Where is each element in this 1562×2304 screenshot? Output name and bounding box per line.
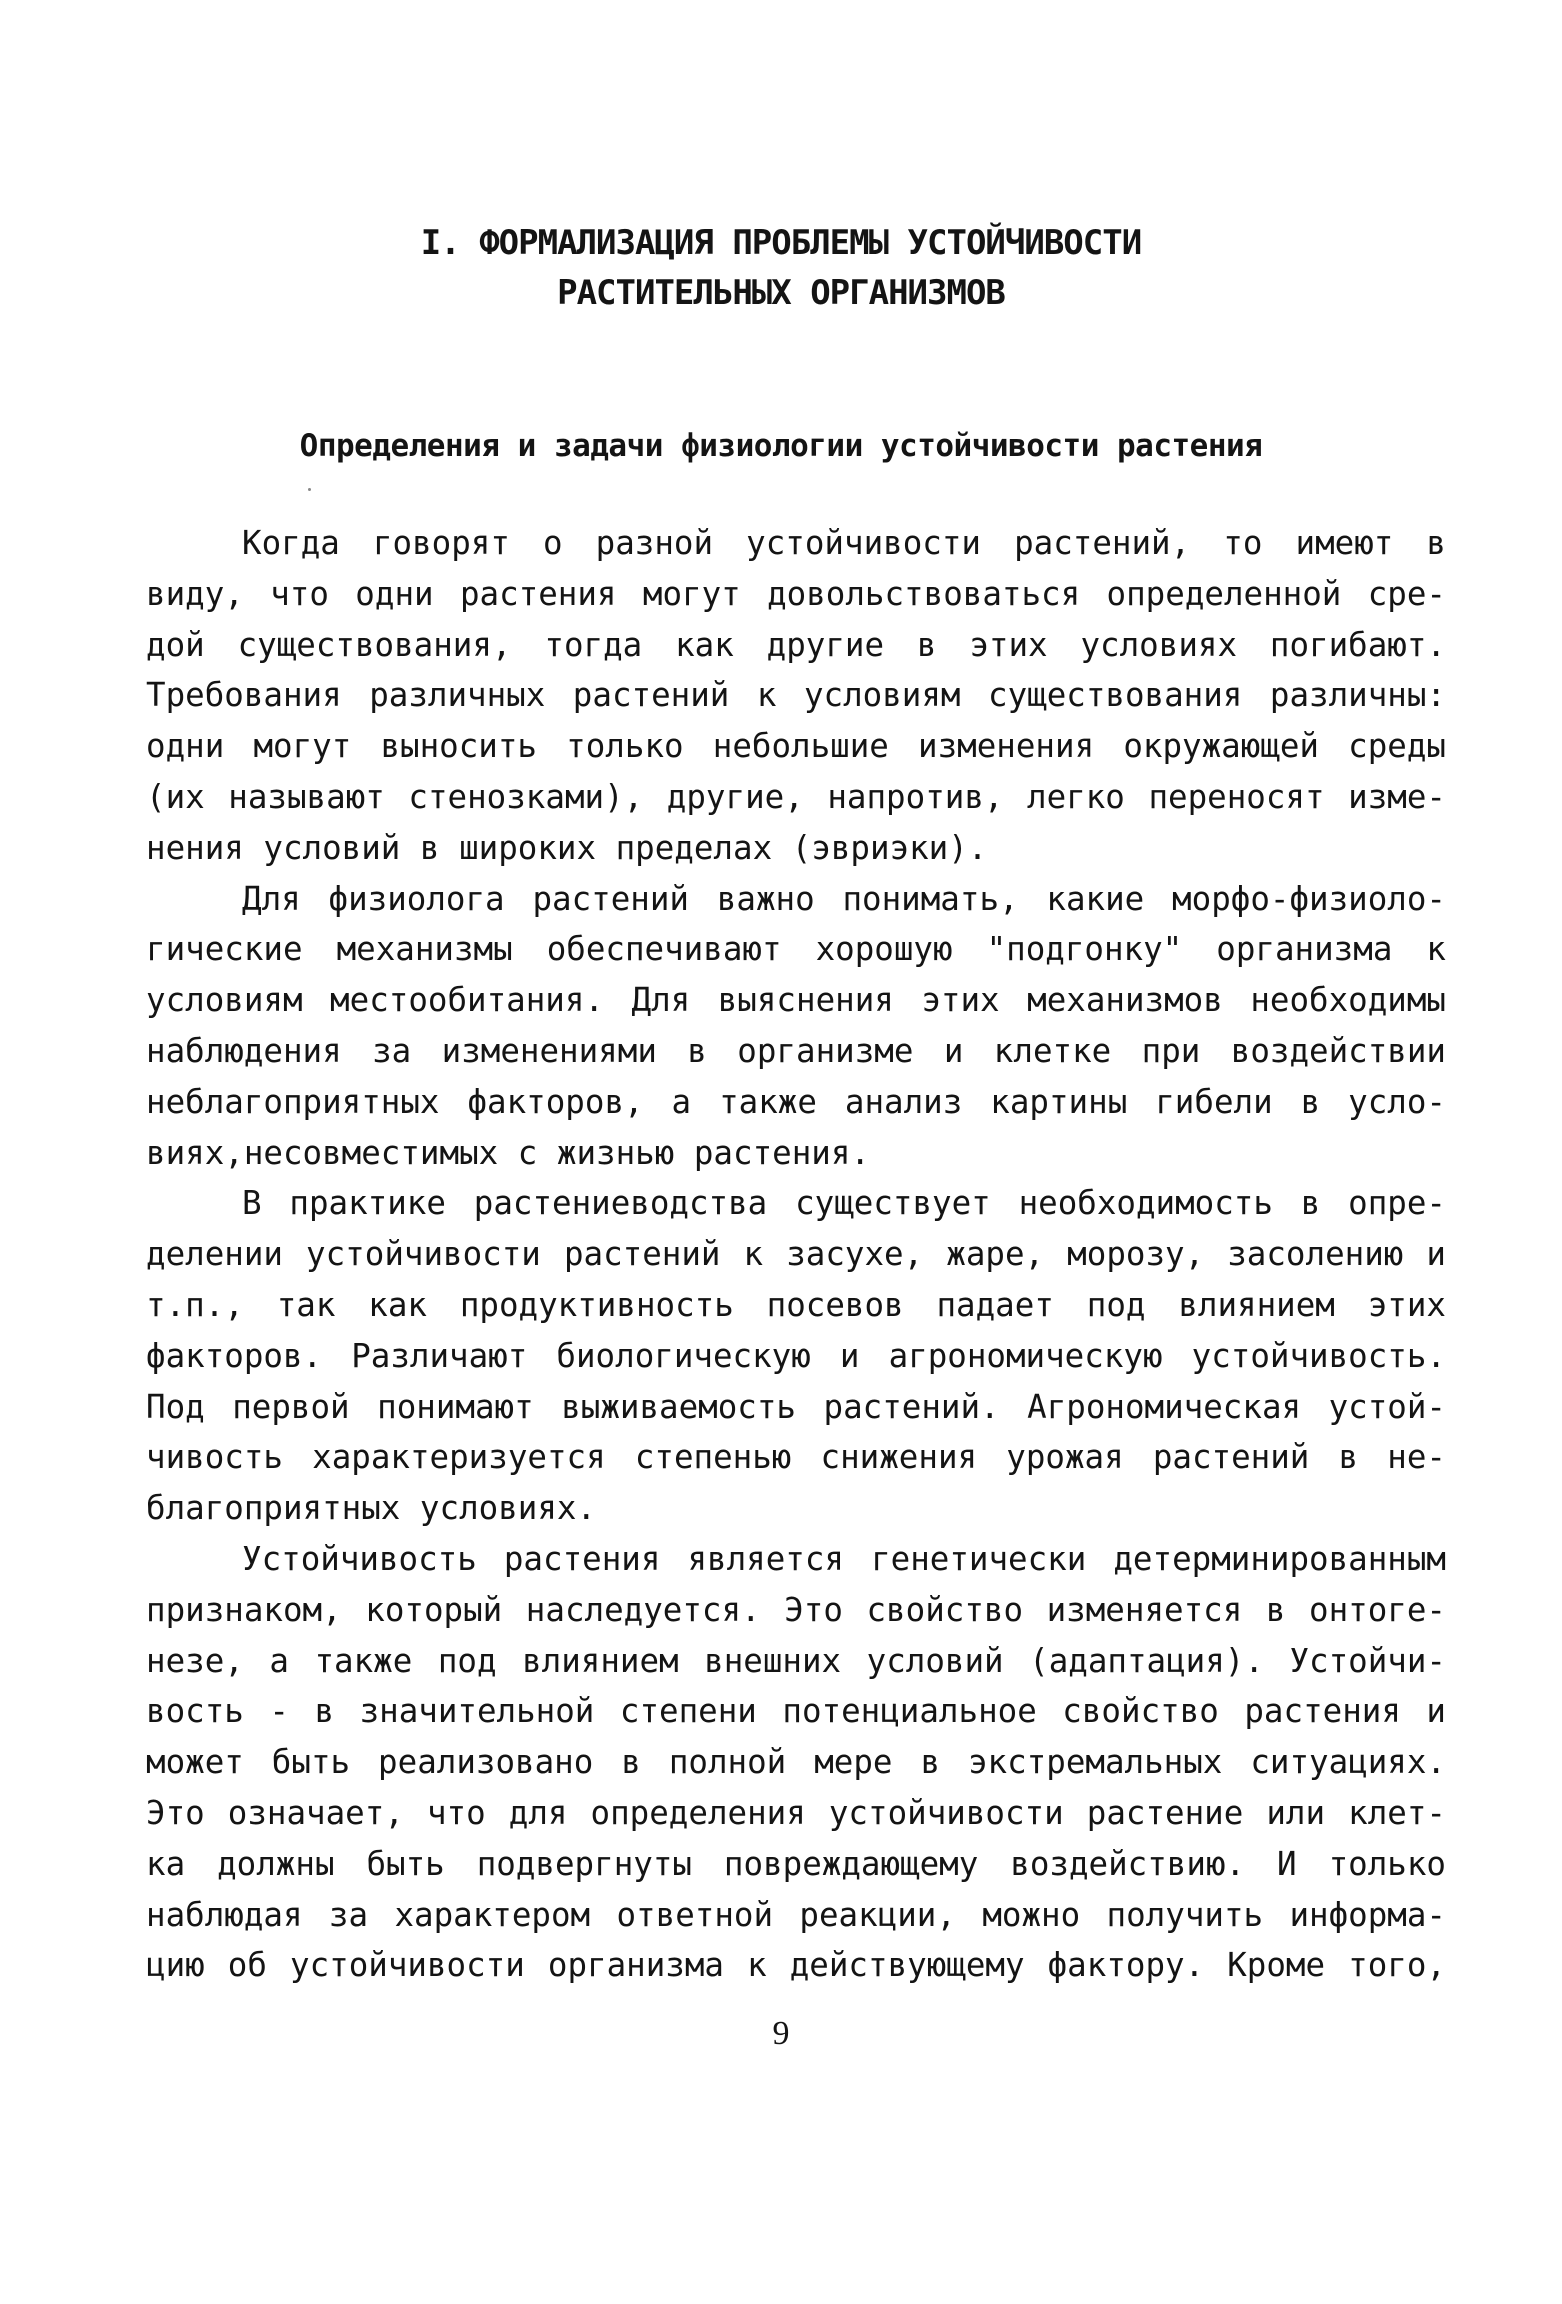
text-line: виду, что одни растения могут довольствоваться определенной сре-: [146, 574, 1446, 613]
text-line: дой существования, тогда как другие в этих условиях погибают.: [146, 625, 1446, 664]
chapter-title-line-1: I. ФОРМАЛИЗАЦИЯ ПРОБЛЕМЫ УСТОЙЧИВОСТИ: [420, 223, 1142, 263]
chapter-title: [0, 218, 1562, 318]
text-line: условиям местообитания. Для выяснения этих механизмов необходимы: [146, 981, 1446, 1020]
text-line: т.п., так как продуктивность посевов падает под влиянием этих: [146, 1285, 1446, 1324]
text-line: наблюдая за характером ответной реакции, можно получить информа-: [146, 1895, 1446, 1934]
text-line: Когда говорят о разной устойчивости растений, то имеют в: [242, 524, 1446, 562]
text-line: делении устойчивости растений к засухе, жаре, морозу, засолению и: [146, 1235, 1446, 1274]
text-line: цию об устойчивости организма к действующему фактору. Кроме того,: [146, 1946, 1446, 1985]
text-line: ка должны быть подвергнуты повреждающему воздействию. И только: [146, 1844, 1446, 1883]
text-line: (их называют стенозками), другие, напротив, легко переносят изме-: [146, 777, 1446, 816]
text-line: вость - в значительной степени потенциальное свойство растения и: [146, 1692, 1446, 1731]
text-line: Требования различных растений к условиям существования различны:: [146, 676, 1446, 715]
text-line: гические механизмы обеспечивают хорошую "подгонку" организма к: [146, 930, 1446, 969]
chapter-title-line-2: РАСТИТЕЛЬНЫХ ОРГАНИЗМОВ: [557, 273, 1005, 313]
text-line: нения условий в широких пределах (эвриэки).: [146, 828, 988, 867]
text-line: неблагоприятных факторов, а также анализ картины гибели в усло-: [146, 1082, 1446, 1121]
text-line: одни могут выносить только небольшие изменения окружающей среды: [146, 727, 1446, 766]
text-line: чивость характеризуется степенью снижения урожая растений в не-: [146, 1438, 1446, 1477]
paragraph-2: [146, 874, 1446, 1179]
text-line: незе, а также под влиянием внешних условий (адаптация). Устойчи-: [146, 1641, 1446, 1680]
text-line: может быть реализовано в полной мере в экстремальных ситуациях.: [146, 1743, 1446, 1782]
text-line: Для физиолога растений важно понимать, какие морфо-физиоло-: [242, 879, 1446, 918]
text-line: Под первой понимают выживаемость растений. Агрономическая устой-: [146, 1387, 1446, 1426]
text-line: виях,несовместимых с жизнью растения.: [146, 1133, 870, 1172]
text-line: Это означает, что для определения устойчивости растение или клет-: [146, 1793, 1446, 1832]
text-line: благоприятных условиях.: [146, 1489, 597, 1528]
text-line: В практике растениеводства существует необходимость в опре-: [242, 1184, 1446, 1223]
section-heading: Определения и задачи физиологии устойчивости растения: [299, 428, 1263, 464]
paragraph-4: [146, 1534, 1446, 1991]
body-text: [146, 518, 1446, 1991]
text-line: признаком, который наследуется. Это свойство изменяется в онтоге-: [146, 1590, 1446, 1629]
paragraph-1: [146, 518, 1446, 874]
page-number: 9: [772, 2015, 790, 2052]
text-line: наблюдения за изменениями в организме и клетке при воздействии: [146, 1031, 1446, 1070]
scan-speck: [308, 488, 311, 491]
text-line: факторов. Различают биологическую и агрономическую устойчивость.: [146, 1336, 1446, 1375]
text-line: Устойчивость растения является генетически детерминированным: [242, 1539, 1446, 1578]
paragraph-3: [146, 1178, 1446, 1534]
